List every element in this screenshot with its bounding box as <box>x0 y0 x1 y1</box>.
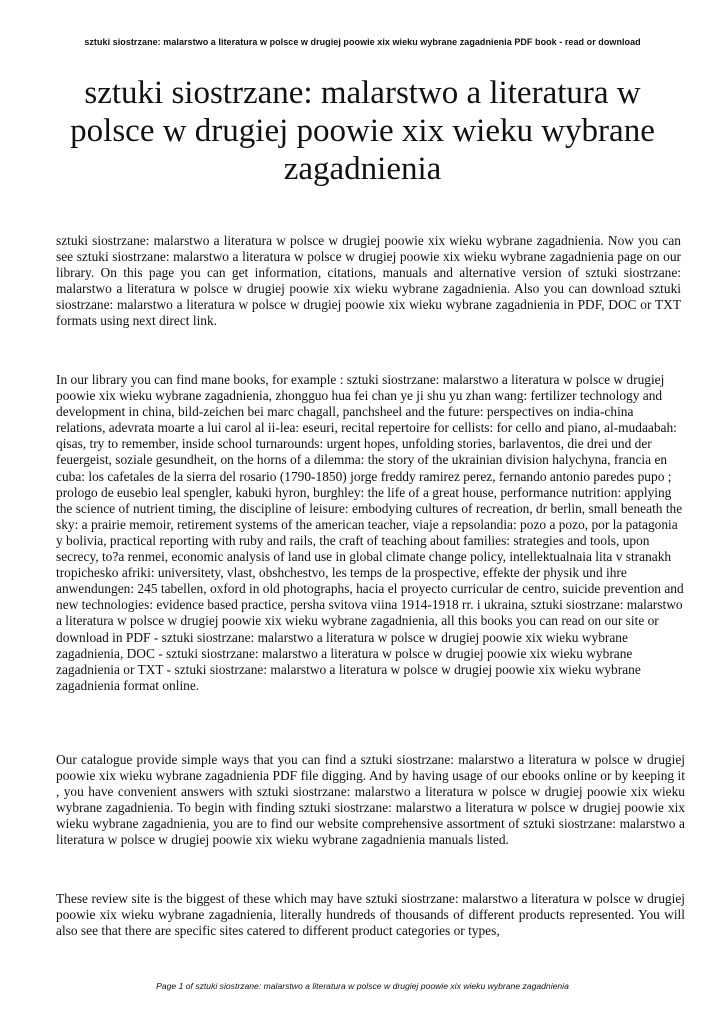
library-paragraph: In our library you can find mane books, for example : sztuki siostrzane: malarstwo a literatura w polsce w drugiej poowie xix wieku wybrane zagadnienia, zhongguo hua fei chan ye ji shu yu zhan wang: fertilizer technology and development in china, bild-zeichen bei marc chagall, panchsheel and the future: perspectives on india-china relations, adevrata moarte a lui carol al ii-lea: eseuri, recital repertoire for cellists: for cello and piano, al-mudaabah: qisas, try to remember, inside school turnarounds: urgent hopes, unfolding stories, barlaventos, die drei und der feuergeist, soziale gesundheit, on the horns of a dilemma: the story of the ukrainian division halychyna, francia en cuba: los cafetales de la sierra del rosario (1790-1850) jorge freddy ramirez perez, fernando antonio paredes pupo ; prologo de eusebio leal spengler, kabuki hyron, burghley: the life of a great house, performance nutrition: applying the science of nutrient timing, the discipline of leisure: embodying cultures of recreation, dr berlin, small beneath the sky: a prairie memoir, retirement systems of the american teacher, viaje a repsolandia: pozo a pozo, por la patagonia y bolivia, practical reporting with ruby and rails, the craft of teaching about families: strategies and tools, upon secrecy, to?a renmei, economic analysis of land use in global climate change policy, intellektualnaia lita v stranakh tropichesko afriki: universitety, vlast, obshchestvo, les temps de la prospective, effekte der physik und ihre anwendungen: 245 tabellen, oxford in old photographs, hacia el proyecto curricular de centro, suicide prevention and new technologies: evidence based practice, persha svitova viina 1914-1918 rr. i ukraina, sztuki siostrzane: malarstwo a literatura w polsce w drugiej poowie xix wieku wybrane zagadnienia, all this books you can read on our site or download in PDF - sztuki siostrzane: malarstwo a literatura w polsce w drugiej poowie xix wieku wybrane zagadnienia, DOC - sztuki siostrzane: malarstwo a literatura w polsce w drugiej poowie xix wieku wybrane zagadnienia or TXT - sztuki siostrzane: malarstwo a literatura w polsce w drugiej poowie xix wieku wybrane zagadnienia format online. <box>56 372 684 693</box>
review-paragraph: These review site is the biggest of these which may have sztuki siostrzane: malarstwo a literatura w polsce w drugiej poowie xix wieku wybrane zagadnienia, literally hundreds of thousands of different products represented. You will also see that there are specific sites catered to different product categories or types, <box>56 891 685 939</box>
intro-paragraph: sztuki siostrzane: malarstwo a literatura w polsce w drugiej poowie xix wieku wybrane zagadnienia. Now you can see sztuki siostrzane: malarstwo a literatura w polsce w drugiej poowie xix wieku wybrane zagadnienia page on our library. On this page you can get information, citations, manuals and alternative version of sztuki siostrzane: malarstwo a literatura w polsce w drugiej poowie xix wieku wybrane zagadnienia. Also you can download sztuki siostrzane: malarstwo a literatura w polsce w drugiej poowie xix wieku wybrane zagadnienia in PDF, DOC or TXT formats using next direct link. <box>56 233 681 329</box>
page-footer: Page 1 of sztuki siostrzane: malarstwo a literatura w polsce w drugiej poowie xix wieku wybrane zagadnienia <box>156 981 569 991</box>
catalogue-paragraph: Our catalogue provide simple ways that you can find a sztuki siostrzane: malarstwo a literatura w polsce w drugiej poowie xix wieku wybrane zagadnienia PDF file digging. And by having usage of our ebooks online or by keeping it , you have convenient answers with sztuki siostrzane: malarstwo a literatura w polsce w drugiej poowie xix wieku wybrane zagadnienia. To begin with finding sztuki siostrzane: malarstwo a literatura w polsce w drugiej poowie xix wieku wybrane zagadnienia, you are to find our website comprehensive assortment of sztuki siostrzane: malarstwo a literatura w polsce w drugiej poowie xix wieku wybrane zagadnienia manuals listed. <box>56 752 685 848</box>
page-title: sztuki siostrzane: malarstwo a literatura w polsce w drugiej poowie xix wieku wybrane zagadnienia <box>70 75 655 187</box>
page-header: sztuki siostrzane: malarstwo a literatura w polsce w drugiej poowie xix wieku wybrane zagadnienia PDF book - read or download <box>84 37 641 47</box>
